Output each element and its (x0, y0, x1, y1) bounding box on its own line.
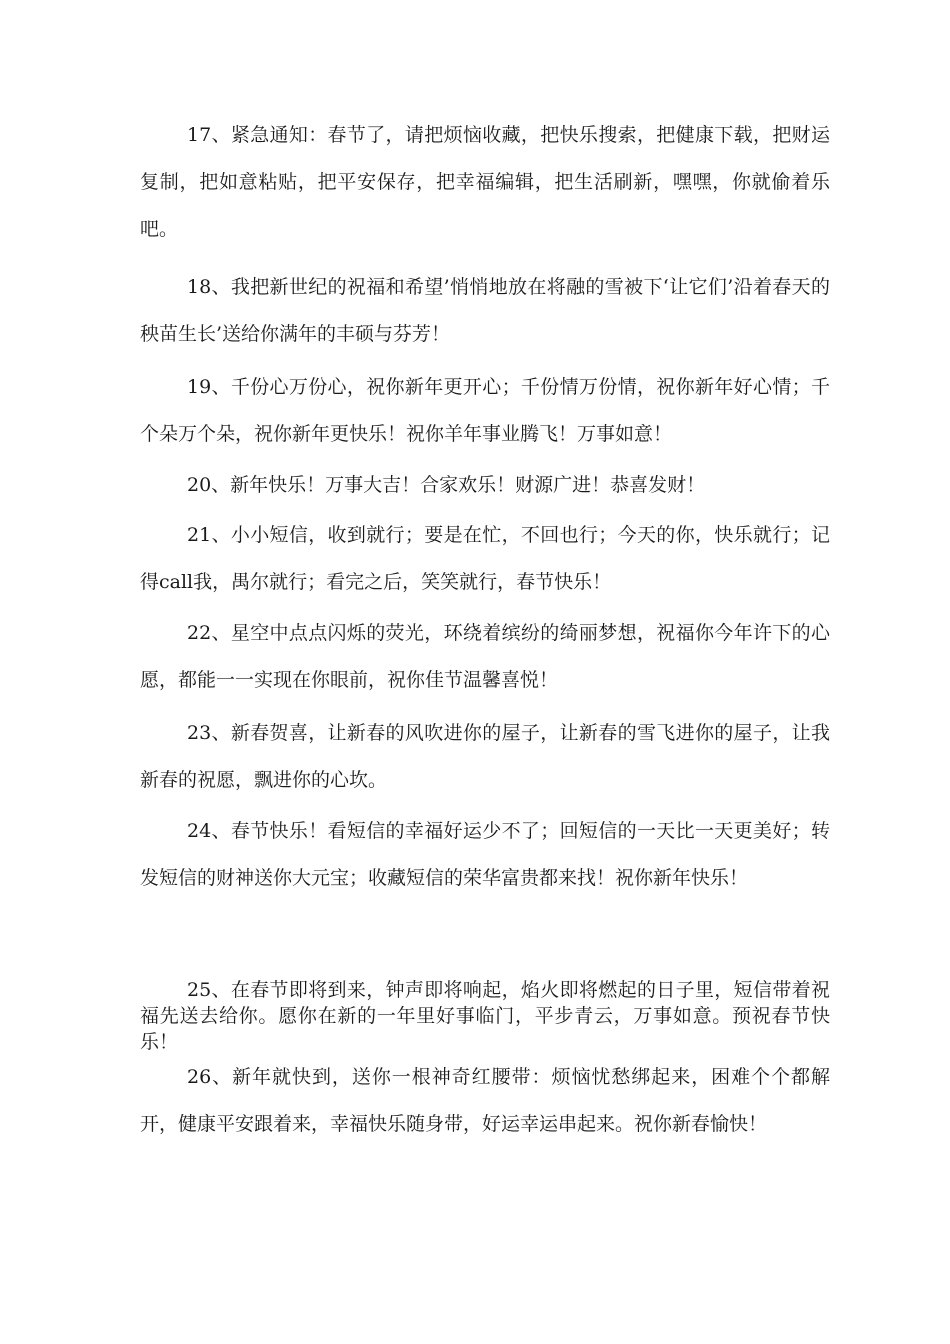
paragraph-20: 20、新年快乐！万事大吉！合家欢乐！财源广进！恭喜发财！ (187, 474, 706, 496)
paragraph-22: 22、星空中点点闪烁的荧光，环绕着缤纷的绮丽梦想，祝福你今年许下的心愿，都能一一实现在你眼前，祝你佳节温馨喜悦！ (140, 622, 830, 691)
paragraph-18: 18、我把新世纪的祝福和希望’悄悄地放在将融的雪被下‘让它们’沿着春天的秧苗生长’送给你满年的丰硕与芬芳！ (140, 276, 830, 345)
paragraph-25: 25、在春节即将到来，钟声即将响起，焰火即将燃起的日子里，短信带着祝福先送去给你。愿你在新的一年里好事临门，平步青云，万事如意。预祝春节快乐！ (140, 979, 830, 1053)
paragraph-21: 21、小小短信，收到就行；要是在忙，不回也行；今天的你，快乐就行；记得call我，禺尔就行；看完之后，笑笑就行，春节快乐！ (140, 524, 830, 593)
paragraph-23: 23、新春贺喜，让新春的风吹进你的屋子，让新春的雪飞进你的屋子，让我新春的祝愿，飘进你的心坎。 (140, 722, 830, 791)
paragraph-17: 17、紧急通知：春节了，请把烦恼收藏，把快乐搜索，把健康下载，把财运复制，把如意粘贴，把平安保存，把幸福编辑，把生活刷新，嘿嘿，你就偷着乐吧。 (140, 124, 830, 240)
paragraph-24: 24、春节快乐！看短信的幸福好运少不了；回短信的一天比一天更美好；转发短信的财神送你大元宝；收藏短信的荣华富贵都来找！祝你新年快乐！ (140, 820, 830, 889)
paragraph-19: 19、千份心万份心，祝你新年更开心；千份情万份情，祝你新年好心情；千个朵万个朵，祝你新年更快乐！祝你羊年事业腾飞！万事如意！ (140, 376, 830, 445)
paragraph-26: 26、新年就快到，送你一根神奇红腰带：烦恼忧愁绑起来，困难个个都解开，健康平安跟着来，幸福快乐随身带，好运幸运串起来。祝你新春愉快！ (140, 1066, 830, 1135)
